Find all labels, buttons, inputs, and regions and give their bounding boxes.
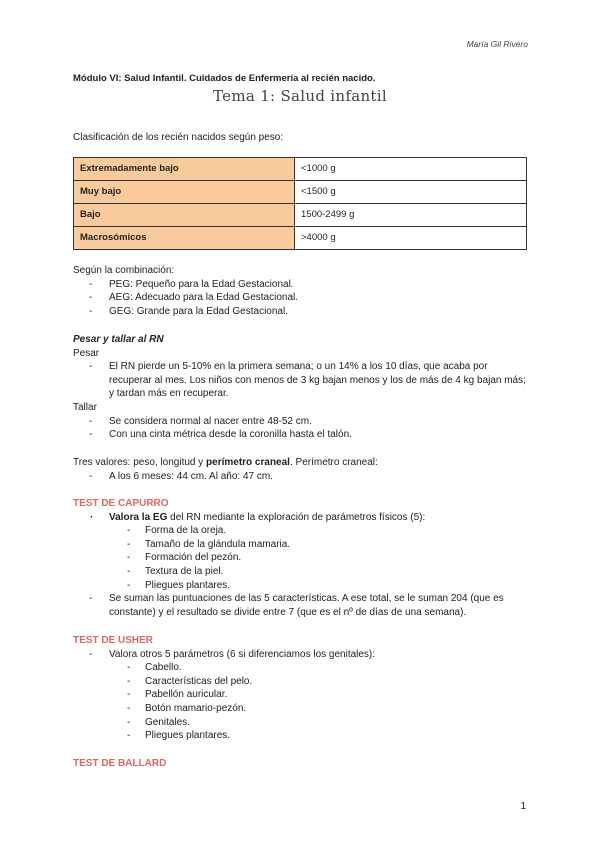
combination-intro: Según la combinación: bbox=[73, 265, 175, 276]
capurro-section bbox=[73, 497, 533, 619]
list-item: - Con una cinta métrica desde la coronilla hasta el talón. bbox=[73, 428, 533, 442]
usher-list bbox=[73, 648, 533, 662]
list-item: - Se suman las puntuaciones de las 5 características. A ese total, se le suman 204 (que es constante) y el resultado se divide entre 7 (que es el nº de días de una semana). bbox=[73, 592, 533, 619]
list-item: - Tamaño de la glándula mamaria. bbox=[73, 538, 533, 552]
table-row bbox=[74, 158, 527, 181]
section-heading: TEST DE CAPURRO bbox=[73, 498, 169, 509]
module-title: Módulo VI: Salud Infantil. Cuidados de Enfermería al recién nacido. bbox=[73, 73, 376, 84]
list-item: - Se considera normal al nacer entre 48-52 cm. bbox=[73, 415, 533, 429]
table-cell-value: >4000 g bbox=[295, 227, 527, 250]
tallar-label: Tallar bbox=[73, 401, 97, 413]
table-cell-value: <1500 g bbox=[295, 181, 527, 204]
capurro-bullet-bold: Valora la EG bbox=[109, 511, 168, 523]
table-cell-value: <1000 g bbox=[295, 158, 527, 181]
list-item: - Características del pelo. bbox=[73, 675, 533, 689]
capurro-note-list bbox=[73, 592, 533, 619]
list-item: - Formación del pezón. bbox=[73, 551, 533, 565]
list-item: - Valora otros 5 parámetros (6 si diferenciamos los genitales): bbox=[73, 648, 533, 662]
ballard-section bbox=[73, 757, 533, 771]
list-item: - Textura de la piel. bbox=[73, 565, 533, 579]
page-number: 1 bbox=[520, 801, 526, 812]
table-cell-category: Bajo bbox=[74, 204, 295, 227]
tres-valores-prefix: Tres valores: peso, longitud y bbox=[73, 457, 207, 468]
combination-section bbox=[73, 264, 533, 318]
list-item: - Botón mamario-pezón. bbox=[73, 702, 533, 716]
list-item: - Genitales. bbox=[73, 716, 533, 730]
table-cell-category: Muy bajo bbox=[74, 181, 295, 204]
section-heading: TEST DE BALLARD bbox=[73, 758, 167, 769]
table-cell-category: Extremadamente bajo bbox=[74, 158, 295, 181]
tres-valores-list bbox=[73, 470, 533, 484]
table-cell-value: 1500-2499 g bbox=[295, 204, 527, 227]
list-item bbox=[73, 511, 533, 525]
table-row bbox=[74, 204, 527, 227]
pesar-list bbox=[73, 360, 533, 401]
section-heading: TEST DE USHER bbox=[73, 635, 154, 646]
capurro-params-list bbox=[73, 524, 533, 592]
table-row bbox=[74, 227, 527, 250]
list-item: - PEG: Pequeño para la Edad Gestacional. bbox=[73, 278, 533, 292]
usher-params-list bbox=[73, 661, 533, 743]
pesar-tallar-section bbox=[73, 333, 533, 442]
list-item: - Pliegues plantares. bbox=[73, 729, 533, 743]
combination-list bbox=[73, 278, 533, 319]
table-row bbox=[74, 181, 527, 204]
page-title: Tema 1: Salud infantil bbox=[213, 87, 387, 105]
pesar-label: Pesar bbox=[73, 347, 100, 359]
list-item: - AEG: Adecuado para la Edad Gestacional. bbox=[73, 291, 533, 305]
tres-valores-section bbox=[73, 456, 533, 483]
section-heading: Pesar y tallar al RN bbox=[73, 334, 164, 345]
perimetro-craneal-bold: perímetro craneal bbox=[206, 457, 290, 468]
list-item: - GEG: Grande para la Edad Gestacional. bbox=[73, 305, 533, 319]
capurro-bullet-list bbox=[73, 511, 533, 525]
tallar-list bbox=[73, 415, 533, 442]
author-name: María Gil Rivero bbox=[466, 39, 528, 49]
capurro-bullet-rest: del RN mediante la exploración de parámetros físicos (5): bbox=[167, 511, 426, 523]
tres-valores-suffix: . Perímetro craneal: bbox=[289, 457, 378, 468]
classification-intro: Clasificación de los recién nacidos según peso: bbox=[73, 132, 284, 143]
list-item: - Forma de la oreja. bbox=[73, 524, 533, 538]
list-item: - El RN pierde un 5-10% en la primera semana; o un 14% a los 10 días, que acaba por recuperar al mes. Los niños con menos de 3 kg bajan menos y los de más de 4 kg bajan más; y tardan más en recuperar. bbox=[73, 360, 533, 401]
list-item: - Pabellón auricular. bbox=[73, 688, 533, 702]
weight-classification-table bbox=[73, 157, 527, 250]
list-item: - A los 6 meses: 44 cm. Al año: 47 cm. bbox=[73, 470, 533, 484]
tres-valores-text bbox=[73, 456, 533, 470]
list-item: - Pliegues plantares. bbox=[73, 579, 533, 593]
list-item: - Cabello. bbox=[73, 661, 533, 675]
usher-section bbox=[73, 634, 533, 743]
table-cell-category: Macrosómicos bbox=[74, 227, 295, 250]
